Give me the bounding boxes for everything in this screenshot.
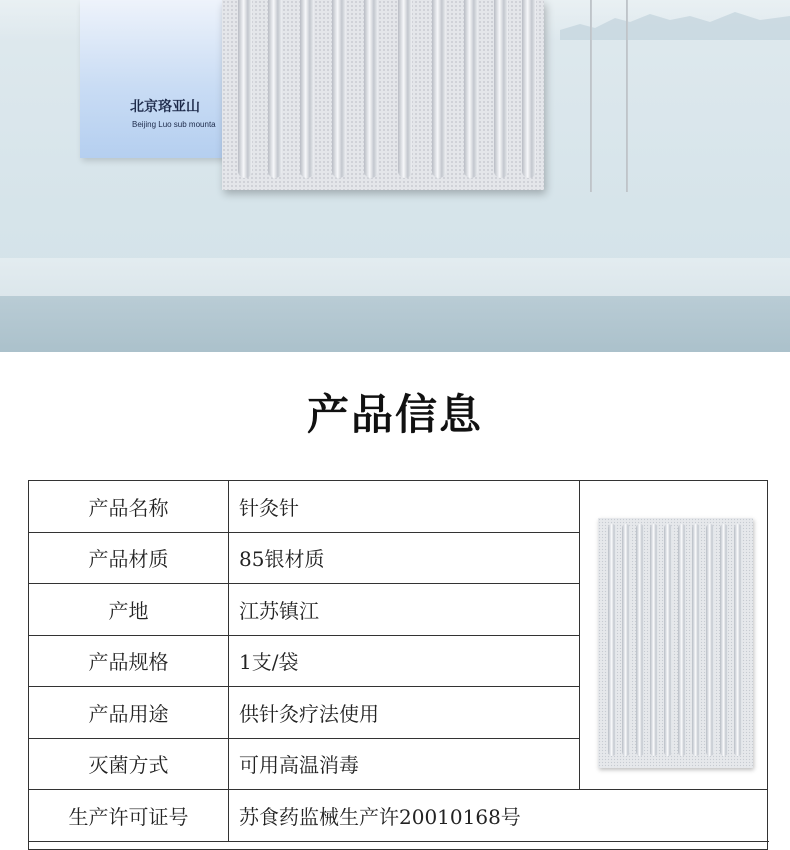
row-label: 产品用途 — [29, 687, 229, 738]
box-brand-en: Beijing Luo sub mounta — [132, 120, 216, 129]
row-value: 1支/袋 — [239, 650, 299, 675]
banner-shelf-edge — [0, 296, 790, 352]
row-value: 85银材质 — [239, 547, 325, 572]
row-label: 生产许可证号 — [29, 790, 229, 841]
table-row — [29, 533, 579, 585]
needle-blister-pack — [222, 0, 544, 190]
row-label: 产品规格 — [29, 636, 229, 687]
table-row — [29, 739, 579, 791]
section-title: 产品信息 — [306, 390, 483, 439]
table-row — [29, 481, 579, 533]
row-value: 苏食药监械生产许20010168号 — [239, 804, 521, 829]
row-value: 供针灸疗法使用 — [239, 701, 379, 726]
product-thumbnail — [598, 518, 753, 768]
box-brand-cn: 北京珞亚山 — [130, 99, 200, 115]
banner-shelf — [0, 258, 790, 298]
row-label: 产品名称 — [29, 481, 229, 532]
row-value: 江苏镇江 — [239, 598, 319, 623]
loose-needle — [626, 0, 628, 192]
product-image-cell — [579, 481, 768, 790]
mountain-silhouette — [560, 0, 790, 40]
table-row — [29, 687, 579, 739]
table-row — [29, 636, 579, 688]
product-banner-image — [0, 0, 790, 352]
row-value: 可用高温消毒 — [239, 753, 359, 778]
row-label: 产品材质 — [29, 533, 229, 584]
row-label: 产地 — [29, 584, 229, 635]
row-label: 灭菌方式 — [29, 739, 229, 790]
row-value: 针灸针 — [239, 495, 299, 520]
table-row — [29, 584, 579, 636]
loose-needle — [590, 0, 592, 192]
table-row — [29, 790, 769, 842]
product-info-table — [28, 480, 768, 850]
